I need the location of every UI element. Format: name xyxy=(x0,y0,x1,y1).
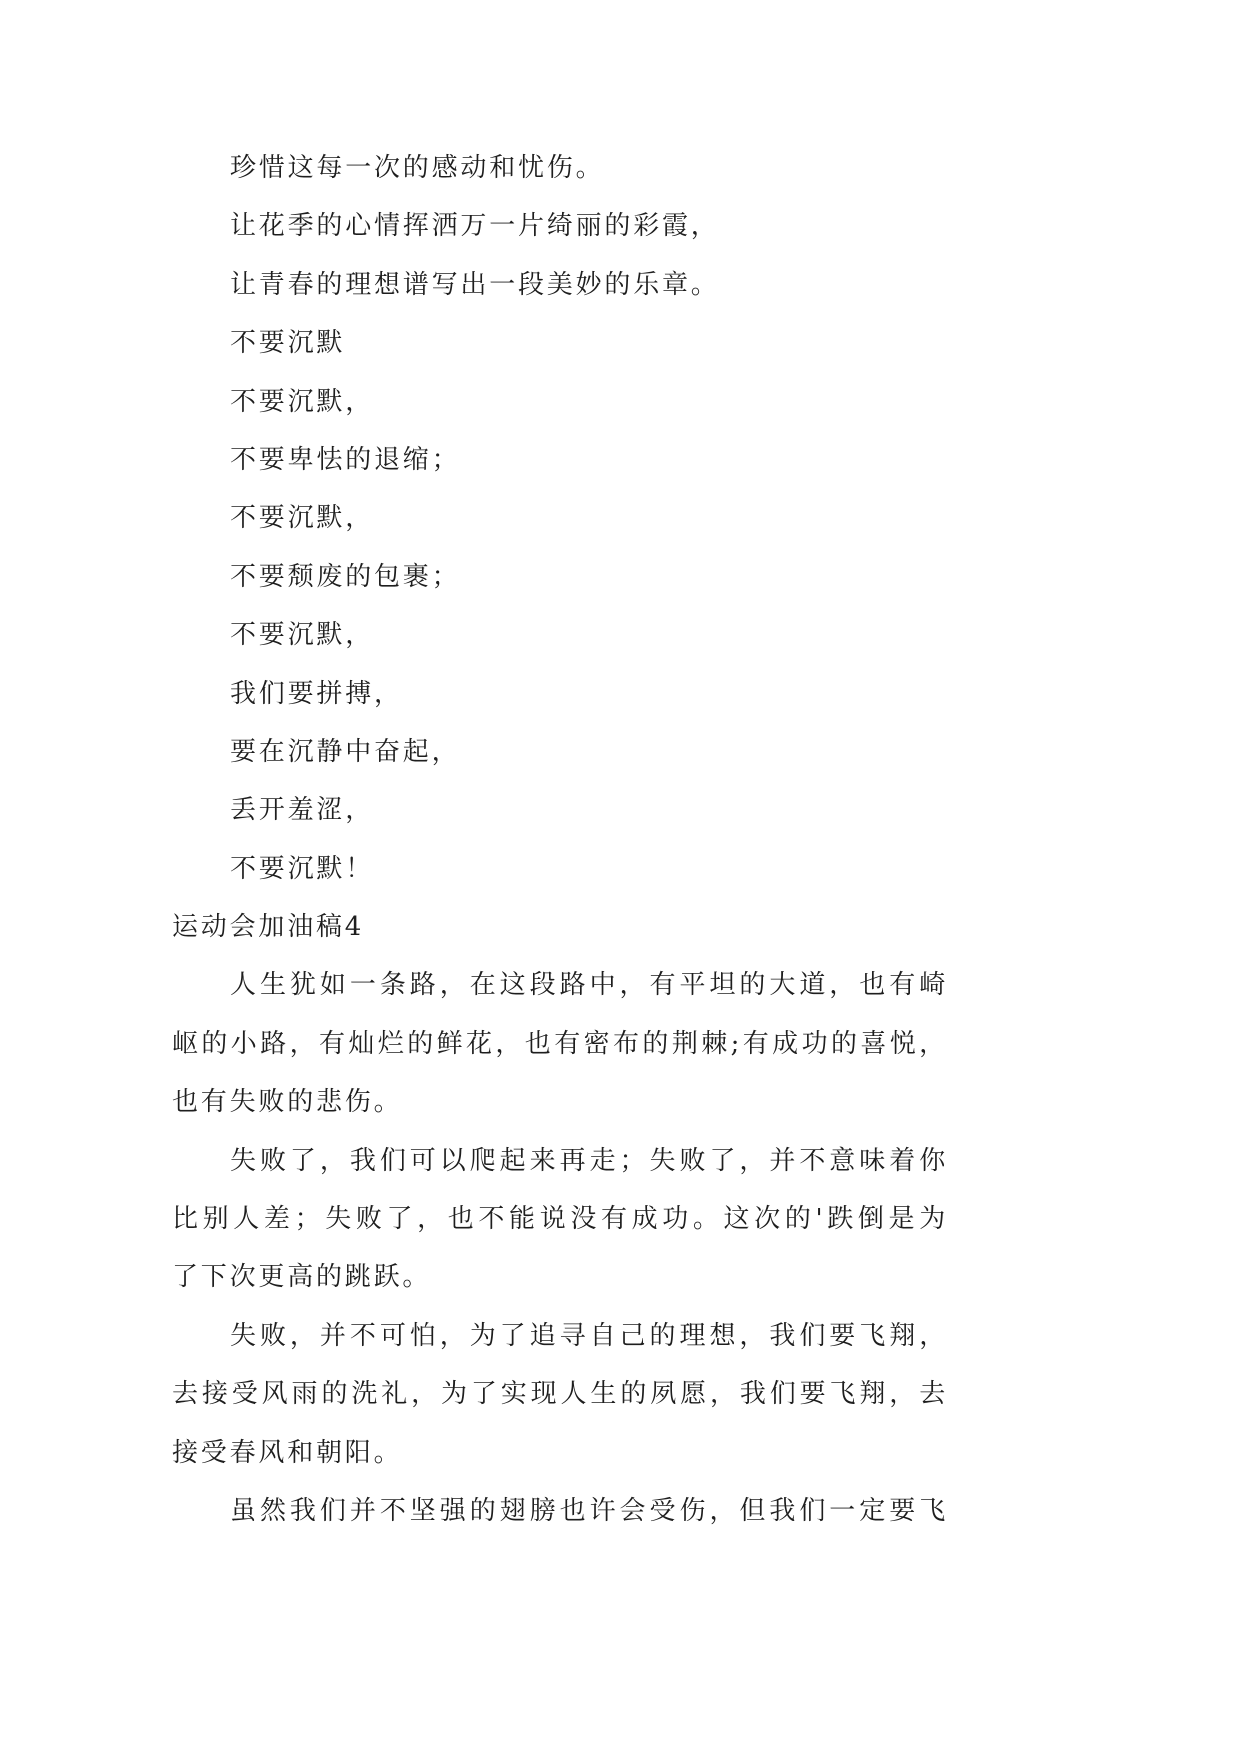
paragraph-line: 岖的小路，有灿烂的鲜花，也有密布的荆棘;有成功的喜悦， xyxy=(172,1028,948,1059)
poem-line: 不要沉默， xyxy=(230,620,375,651)
section-title: 运动会加油稿4 xyxy=(172,912,365,943)
poem-line: 让青春的理想谱写出一段美妙的乐章。 xyxy=(230,269,720,300)
paragraph xyxy=(172,1132,948,1307)
poem-line: 珍惜这每一次的感动和忧伤。 xyxy=(230,153,605,183)
paragraph-line: 比别人差；失败了，也不能说没有成功。这次的'跌倒是为 xyxy=(172,1204,948,1235)
paragraph xyxy=(172,1482,948,1540)
paragraph-line: 失败了，我们可以爬起来再走；失败了，并不意味着你 xyxy=(230,1145,948,1176)
paragraph-line: 虽然我们并不坚强的翅膀也许会受伤，但我们一定要飞 xyxy=(230,1495,948,1526)
paragraph-line: 接受春风和朝阳。 xyxy=(172,1437,403,1468)
poem-line: 丢开羞涩， xyxy=(230,795,375,826)
poem-line: 不要沉默 xyxy=(230,328,346,359)
poem xyxy=(172,139,948,898)
poem-line: 让花季的心情挥洒万一片绮丽的彩霞， xyxy=(230,211,720,242)
document-body xyxy=(172,139,948,1540)
paragraph-line: 去接受风雨的洗礼，为了实现人生的夙愿，我们要飞翔，去 xyxy=(172,1379,948,1410)
poem-line: 不要颓废的包裹； xyxy=(230,561,461,592)
poem-line: 不要卑怯的退缩； xyxy=(230,444,461,475)
paragraph-line: 失败，并不可怕，为了追寻自己的理想，我们要飞翔， xyxy=(230,1320,948,1351)
poem-line: 我们要拼搏， xyxy=(230,678,403,709)
poem-line: 不要沉默， xyxy=(230,386,375,417)
poem-line: 不要沉默， xyxy=(230,503,375,534)
paragraph-line: 了下次更高的跳跃。 xyxy=(172,1262,432,1293)
poem-line: 要在沉静中奋起， xyxy=(230,736,461,767)
paragraph xyxy=(172,1307,948,1482)
paragraph xyxy=(172,956,948,1131)
paragraph-line: 也有失败的悲伤。 xyxy=(172,1087,403,1118)
paragraph-line: 人生犹如一条路，在这段路中，有平坦的大道，也有崎 xyxy=(230,970,948,1001)
poem-line: 不要沉默！ xyxy=(230,853,375,884)
